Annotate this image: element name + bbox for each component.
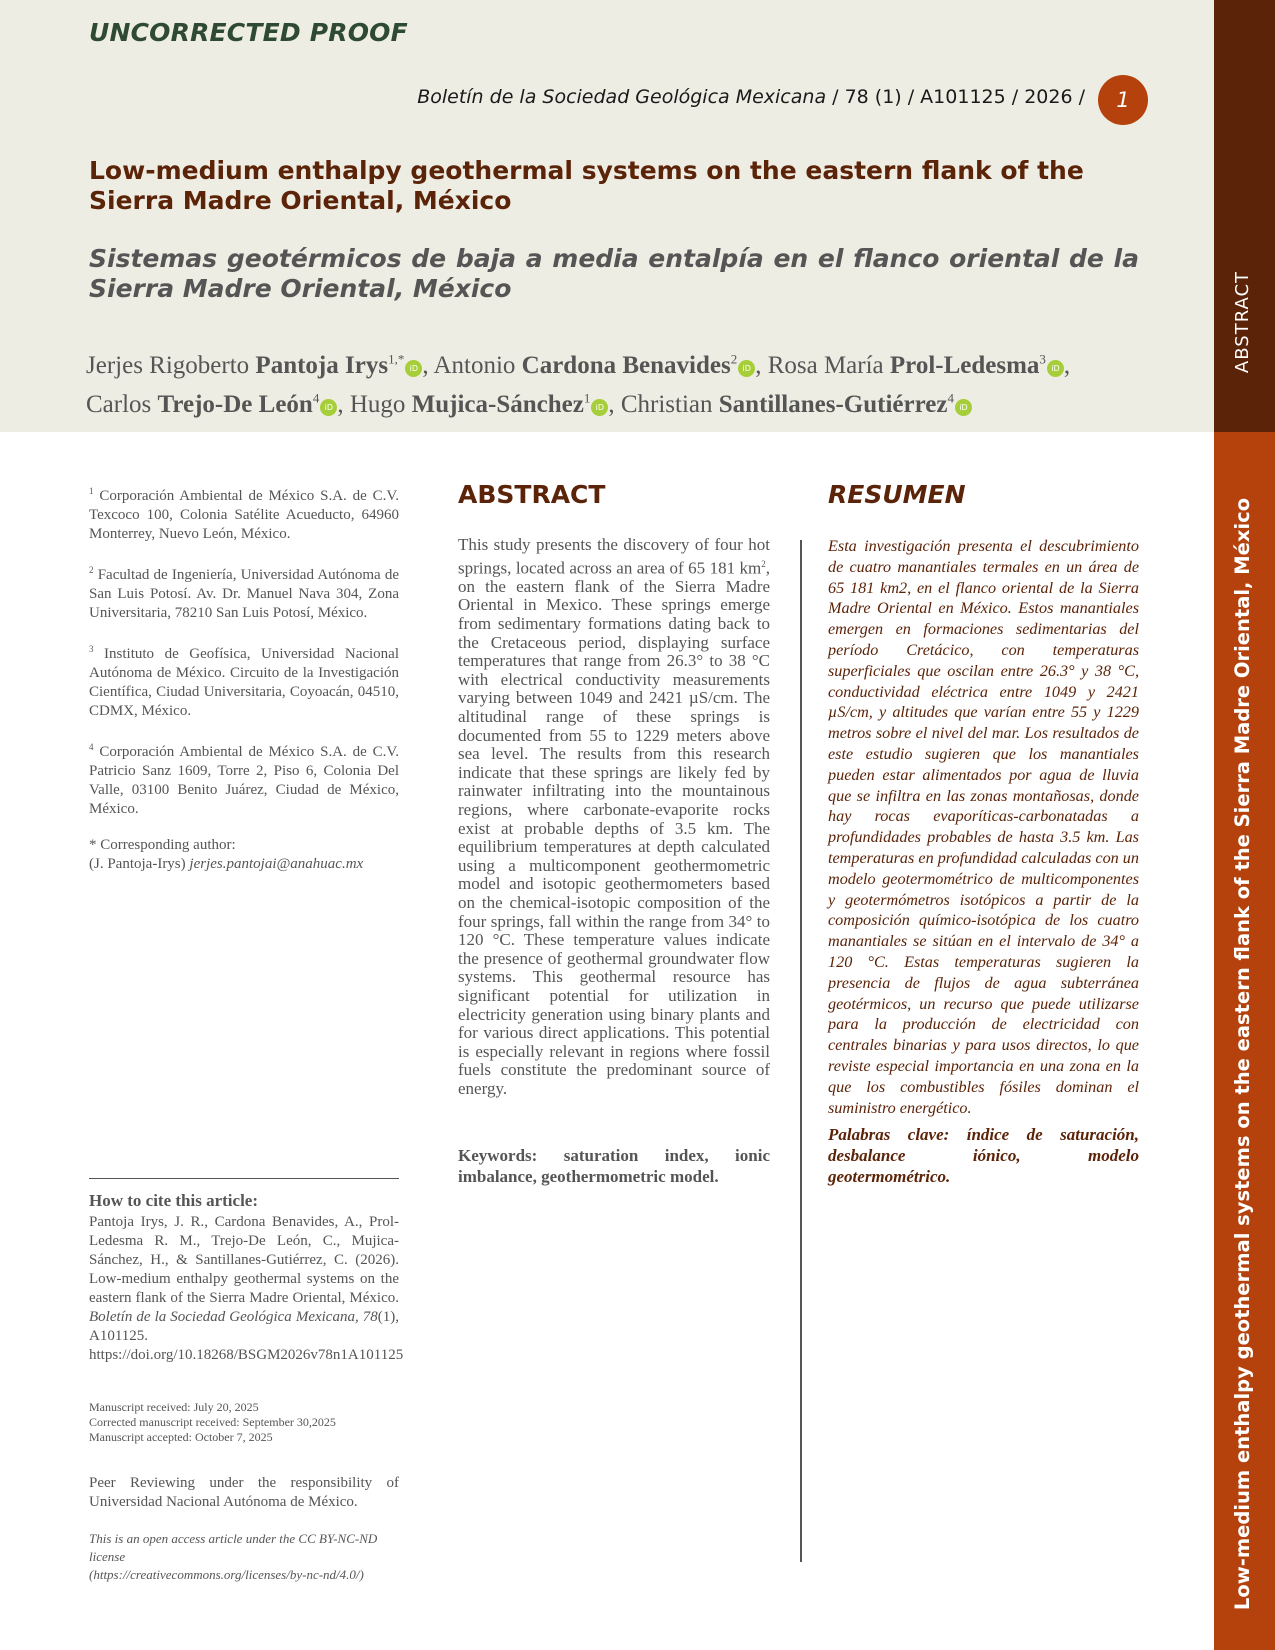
author: Rosa María Prol-Ledesma$^3$iD , (767, 352, 1071, 380)
author: Antonio Cardona Benavides$^2$iD , (433, 352, 768, 380)
resumen-heading: RESUMEN (828, 480, 966, 509)
journal-name: Boletín de la Sociedad Geológica Mexicana (417, 86, 827, 108)
affiliation: $^4$ Corporación Ambiental de México S.A. de C.V. Patricio Sanz 1609, Torre 2, Piso 6, Colonia Del Valle, 03100 Benito Juárez, Ciudad de México, México. (89, 742, 399, 817)
page-number-badge: 1 (1098, 75, 1148, 125)
manuscript-dates: Manuscript received: July 20, 2025 Corrected manuscript received: September 30,2025 Manuscript accepted: October 7, 2025 (89, 1400, 336, 1444)
uncorrected-proof-label: UNCORRECTED PROOF (89, 18, 408, 47)
orcid-icon[interactable]: iD (1047, 360, 1064, 377)
side-running-title: Low-medium enthalpy geothermal systems on the eastern flank of the Sierra Madre Oriental, México (1231, 497, 1254, 1611)
resumen-text: Esta investigación presenta el descubrimiento de cuatro manantiales termales en un área de 65 181 km2, en el flanco oriental de la Sierra Madre Oriental en México. Estos manantiales emergen en formaciones sedimentarias del período Cretácico, con temperaturas superficiales que oscilan entre 26.3° y 38 °C, conductividad eléctrica entre 1049 y 2421 µS/cm, y altitudes que varían entre 55 y 1229 metros sobre el nivel del mar. Los resultados de este estudio sugieren que los manantiales pueden estar alimentados por agua de lluvia que se infiltra en las zonas montañosas, donde hay rocas evaporíticas-carbonatadas a profundidades probables de hasta 3.5 km. Las temperaturas en profundidad calculadas con un modelo geotermométrico de multicomponentes y geotermómetros isotópicos a partir de la composición químico-isotópica de los cuatro manantiales se sitúan en el intervalo de 34° a 120 °C. Estas temperaturas sugieren la presencia de flujos de agua subterránea geotérmicos, un recurso que puede utilizarse para la producción de electricidad con centrales binarias y para usos directos, lo que reviste especial importancia en una zona en la que los combustibles fósiles dominan el suministro energético. (828, 537, 1139, 1117)
peer-review-note: Peer Reviewing under the responsibility of Universidad Nacional Autónoma de México. (89, 1475, 399, 1510)
how-to-cite (89, 1178, 404, 1365)
abstract-text: This study presents the discovery of four hot springs, located across an area of 65 181 $km^2$, on the eastern flank of the Sierra Madre Oriental in Mexico. These springs emerge from sedimentary formations dating back to the Cretaceous period, displaying surface temperatures that range from 26.3° to 38 °C with electrical conductivity measurements varying between 1049 and 2421 µS/cm. The altitudinal range of these springs is documented from 55 to 1229 meters above sea level. The results from this research indicate that these springs are likely fed by rainwater infiltrating into the mountainous regions, where carbonate-evaporite rocks exist at probable depths of 3.5 km. The equilibrium temperatures at depth calculated using a multicomponent geothermometric model and isotopic geothermometers based on the chemical-isotopic composition of the four springs, fall within the range from 34° to 120 °C. These temperature values indicate the presence of geothermal groundwater flow systems. This geothermal resource has significant potential for utilization in electricity generation using binary plants and for various direct applications. This potential is especially relevant in regions where fossil fuels constitute the predominant source of energy. (458, 535, 770, 1098)
abstract-keywords: Keywords: saturation index, ionic imbalance, geothermometric model. (458, 1146, 770, 1186)
journal-issue: / 78 (1) / A101125 / 2026 / (826, 86, 1085, 108)
article-title-spanish: Sistemas geotérmicos de baja a media entalpía en el flanco oriental de la Sierra Madre Oriental, México (89, 244, 1139, 303)
author-list (86, 344, 1166, 421)
affiliation: $^3$ Instituto de Geofísica, Universidad Nacional Autónoma de México. Circuito de la Investigación Científica, Ciudad Universitaria, Coyoacán, 04510, CDMX, México. (89, 644, 399, 719)
affiliation: $^2$ Facultad de Ingeniería, Universidad Autónoma de San Luis Potosí. Av. Dr. Manuel Nava 304, Zona Universitaria, 78210 San Luis Potosí, México. (89, 565, 399, 621)
column-divider (800, 540, 802, 1562)
license-link[interactable]: (https://creativecommons.org/licenses/by-nc-nd/4.0/) (89, 1567, 364, 1582)
orcid-icon[interactable]: iD (955, 399, 972, 416)
author: Hugo Mujica-Sánchez$^1$iD , (349, 390, 621, 418)
orcid-icon[interactable]: iD (591, 399, 608, 416)
article-title-english: Low-medium enthalpy geothermal systems on the eastern flank of the Sierra Madre Oriental, México (89, 156, 1084, 215)
cite-text: Pantoja Irys, J. R., Cardona Benavides, A., Prol-Ledesma R. M., Trejo-De León, C., Mujica-Sánchez, H., & Santillanes-Gutiérrez, C. (2026). Low-medium enthalpy geothermal systems on the eastern flank of the Sierra Madre Oriental, México. Boletín de la Sociedad Geológica Mexicana, 78(1), A101125. https://doi.org/10.18268/BSGM2026v78n1A101125 (89, 1214, 404, 1363)
orcid-icon[interactable]: iD (405, 360, 422, 377)
affiliations (89, 482, 399, 874)
email-link[interactable]: jerjes.pantojai@anahuac.mx (189, 856, 364, 872)
author: Christian Santillanes-Gutiérrez$^4$iD (621, 391, 972, 418)
resumen-keywords: Palabras clave: índice de saturación, desbalance iónico, modelo geotermométrico. (828, 1125, 1139, 1186)
author: Jerjes Rigoberto Pantoja Irys$^{1,*}$iD , (86, 352, 434, 380)
orcid-icon[interactable]: iD (738, 360, 755, 377)
abstract-heading: ABSTRACT (458, 480, 606, 509)
journal-reference (417, 86, 1085, 108)
author: Carlos Trejo-De León$^4$iD , (86, 390, 350, 418)
corresponding-author: * Corresponding author: (J. Pantoja-Irys) jerjes.pantojai@anahuac.mx (89, 837, 364, 872)
orcid-icon[interactable]: iD (320, 399, 337, 416)
cite-heading: How to cite this article: (89, 1191, 258, 1210)
license-note: This is an open access article under the CC BY-NC-ND license (https://creativecommons.org/licenses/by-nc-nd/4.0/) (89, 1530, 409, 1584)
affiliation: $^1$ Corporación Ambiental de México S.A. de C.V. Texcoco 100, Colonia Satélite Acueducto, 64960 Monterrey, Nuevo León, México. (89, 486, 399, 542)
side-section-label: ABSTRACT (1232, 270, 1253, 374)
